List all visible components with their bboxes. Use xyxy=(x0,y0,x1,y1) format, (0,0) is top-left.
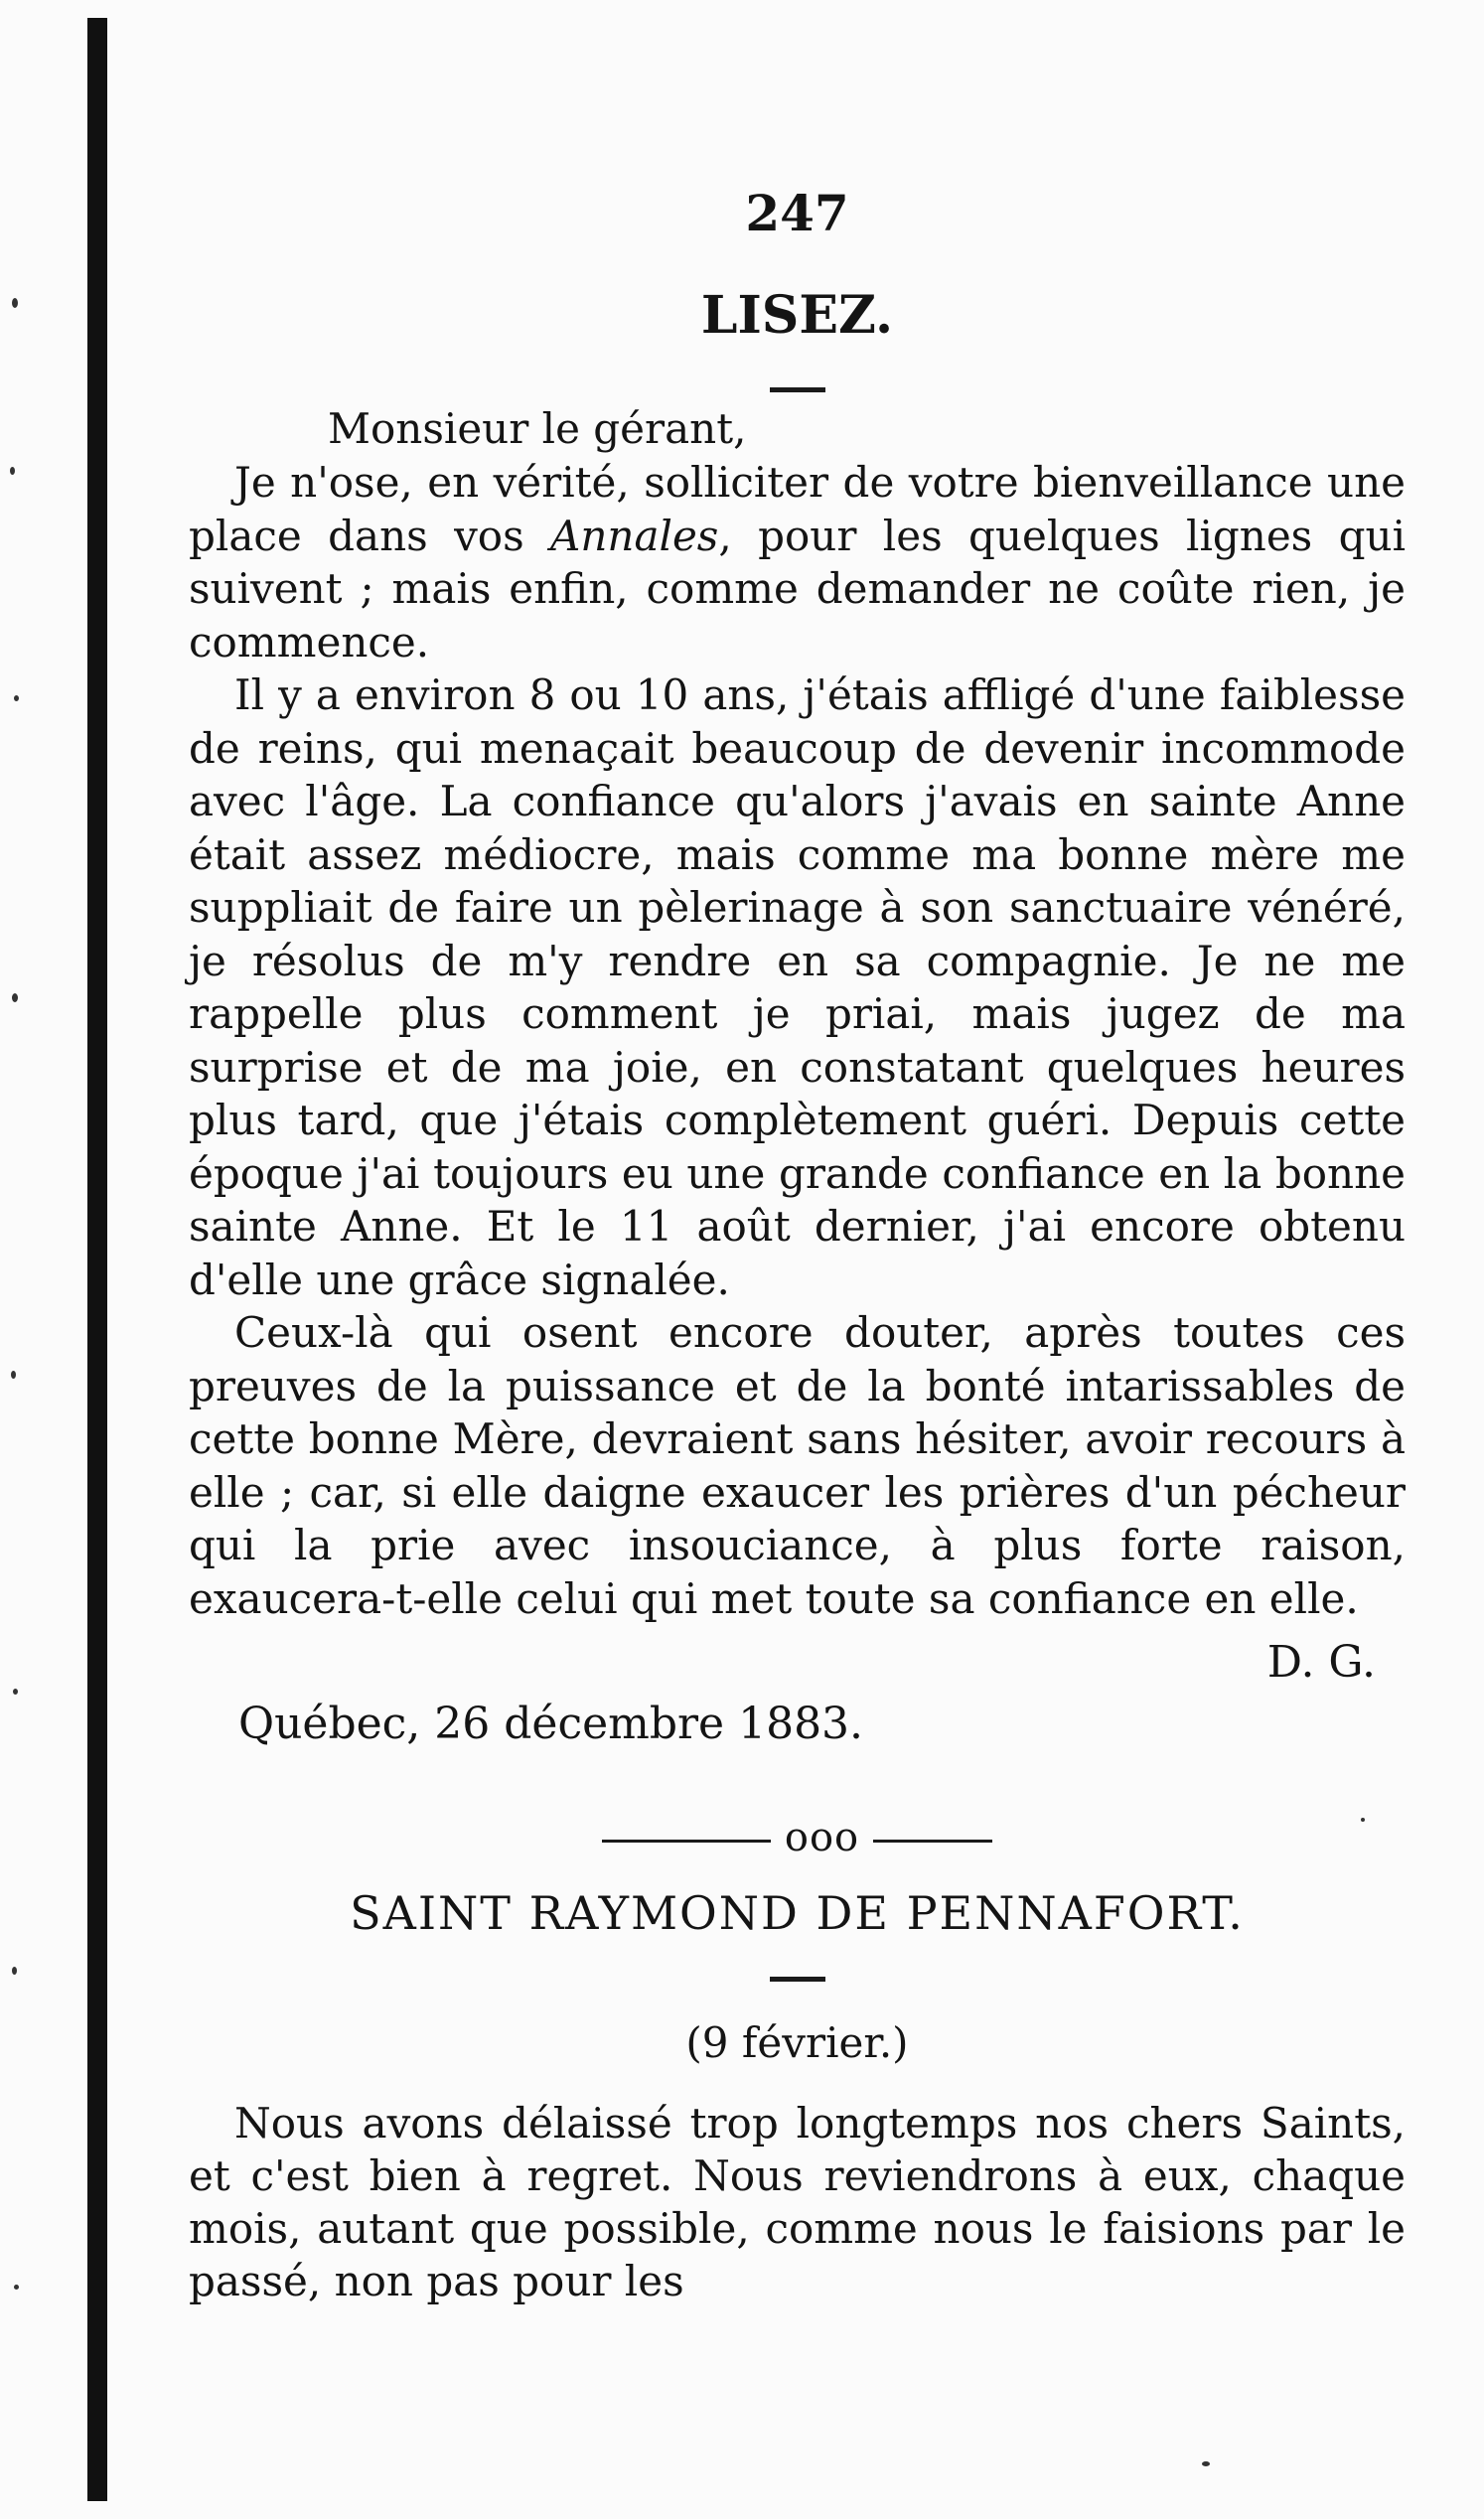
scan-speck xyxy=(1202,2461,1210,2466)
paragraph-1 xyxy=(189,456,1406,668)
page-binding-edge xyxy=(87,18,107,2501)
paragraph-1-end: , pour les quelques lignes qui suivent ; mais enfin, comme demander ne coûte rien, je commence. xyxy=(189,511,1407,667)
scan-speck xyxy=(14,2285,19,2290)
signature: D. G. xyxy=(1266,1637,1376,1688)
separator-mark: ooo xyxy=(784,1815,860,1860)
paragraph-2: Il y a environ 8 ou 10 ans, j'étais affligé d'une faiblesse de reins, qui menaçait beaucoup de devenir incommode avec l'âge. La confiance qu'alors j'avais en sainte Anne était assez médiocre, mais comme ma bonne mère me suppliait de faire un pèlerinage à son sanctuaire vénéré, je résolus de m'y rendre en sa compagnie. Je ne me rappelle plus comment je priai, mais jugez de ma surprise et de ma joie, en constatant quelques heures plus tard, que j'étais complètement guéri. Depuis cette époque j'ai toujours eu une grande confiance en la bonne sainte Anne. Et le 11 août dernier, j'ai encore obtenu d'elle une grâce signalée. xyxy=(189,670,1406,1304)
page-content xyxy=(189,179,1406,2349)
salutation: Monsieur le gérant, xyxy=(328,404,747,453)
section-title: SAINT RAYMOND DE PENNAFORT. xyxy=(350,1886,1245,1940)
paragraph-1-start: Je n'ose, en vérité, solliciter de votre bienveillance une place dans vos xyxy=(189,458,1406,560)
article-title: LISEZ. xyxy=(700,285,894,346)
separator-dash-left xyxy=(602,1840,771,1843)
scan-speck xyxy=(14,695,19,701)
section-paragraph: Nous avons délaissé trop longtemps nos chers Saints, et c'est bien à regret. Nous reviendrons à eux, chaque mois, autant que possible, comme nous le faisions par le passé, non pas pour les xyxy=(189,2099,1406,2305)
section-date: (9 février.) xyxy=(685,2018,909,2067)
scan-speck xyxy=(12,1967,17,1975)
page-number: 247 xyxy=(745,184,849,242)
section-separator xyxy=(189,1810,1406,1865)
scan-speck xyxy=(11,1371,16,1379)
paragraph-3: Ceux-là qui osent encore douter, après toutes ces preuves de la puissance et de la bonté intarissables de cette bonne Mère, devraient sans hésiter, avoir recours à elle ; car, si elle daigne exaucer les prières d'un pécheur qui la prie avec insouciance, à plus forte raison, exaucera-t-elle celui qui met toute sa confiance en elle. xyxy=(189,1308,1406,1623)
title-rule xyxy=(770,387,825,392)
scan-speck xyxy=(12,298,18,308)
scan-speck xyxy=(10,467,15,475)
scan-speck xyxy=(13,1689,18,1695)
scan-speck xyxy=(12,993,18,1002)
separator-dash-right xyxy=(873,1840,992,1843)
annales-italic: Annales xyxy=(550,511,719,560)
dateline: Québec, 26 décembre 1883. xyxy=(238,1699,864,1749)
section-rule xyxy=(770,1977,825,1982)
